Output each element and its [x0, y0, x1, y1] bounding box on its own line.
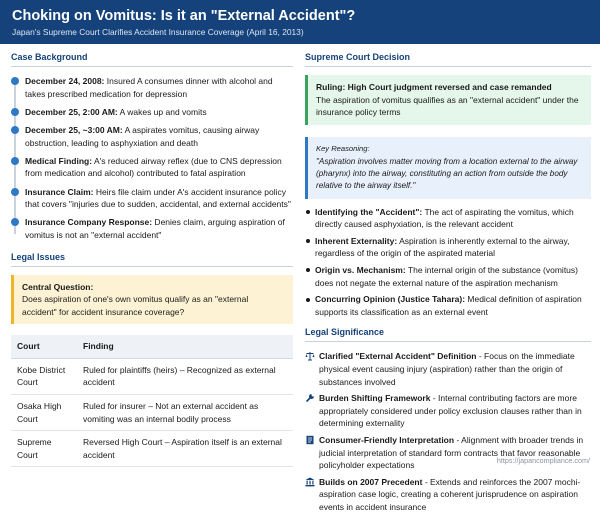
timeline-dot-icon: [11, 188, 19, 196]
point-text: Aspiration is inherently external to the airway, regardless of the origin of the aspirated material: [315, 235, 570, 259]
timeline-item-label: Insurance Claim:: [25, 186, 94, 197]
table-header-court: Court: [11, 335, 77, 358]
list-item: [305, 293, 591, 318]
timeline-item: [25, 216, 293, 241]
finding-cell: Ruled for insurer – Not an external accident as vomiting was an internal bodily process: [77, 395, 293, 431]
significance-title: Legal Significance: [305, 327, 591, 342]
case-background-title: Case Background: [11, 52, 293, 67]
timeline-item-label: Medical Finding:: [25, 155, 93, 166]
central-question-label: Central Question:: [22, 281, 94, 292]
timeline-item-label: December 25, ~3:00 AM:: [25, 124, 123, 135]
timeline-dot-icon: [11, 77, 19, 85]
timeline-item-text: A aspirates vomitus, causing airway obstruction, leading to asphyxiation and death: [25, 124, 260, 148]
list-item: [305, 206, 591, 231]
timeline-item-label: December 25, 2:00 AM:: [25, 106, 118, 117]
list-item: [305, 264, 591, 289]
page-subtitle: Japan's Supreme Court Clarifies Accident Insurance Coverage (April 16, 2013): [12, 27, 304, 37]
significance-text: - Alignment with broader trends in judicial interpretation of standard form contracts that favor reasonable policyholder expectations: [319, 434, 584, 471]
wrench-icon: [305, 393, 315, 403]
finding-cell: Ruled for plaintiffs (heirs) – Recognized as external accident: [77, 358, 293, 394]
timeline-item: [25, 155, 293, 180]
ruling-text: The aspiration of vomitus qualifies as an "external accident" under the insurance policy terms: [316, 94, 579, 118]
point-label: Concurring Opinion (Justice Tahara):: [315, 294, 466, 305]
table-row: [11, 395, 293, 431]
significance-label: Builds on 2007 Precedent: [319, 476, 423, 487]
timeline-item: [25, 124, 293, 149]
timeline-dot-icon: [11, 157, 19, 165]
timeline-item: [25, 106, 293, 119]
significance-label: Burden Shifting Framework: [319, 393, 431, 404]
timeline-item-label: December 24, 2008:: [25, 76, 105, 86]
key-reasoning-callout: [305, 137, 591, 199]
significance-item: [305, 350, 591, 388]
timeline-item-label: Insurance Company Response:: [25, 217, 153, 228]
timeline-item: [25, 75, 293, 100]
timeline-dot-icon: [11, 126, 19, 134]
timeline-item-text: A's reduced airway reflex (due to CNS depression from medication and alcohol) contributed to fatal aspiration: [25, 155, 282, 179]
point-text: The internal origin of the substance (vomitus) does not negate the external nature of the aspiration mechanism: [315, 264, 578, 288]
document-icon: [305, 435, 315, 445]
key-reasoning-text: "Aspiration involves matter moving from a location external to the airway (pharynx) into the airway, constituting an action from outside the body relative to the airway itself.": [316, 156, 578, 191]
point-label: Origin vs. Mechanism:: [315, 264, 406, 275]
table-row: [11, 431, 293, 467]
timeline-dot-icon: [11, 218, 19, 226]
timeline-dot-icon: [11, 108, 19, 116]
left-column: [11, 52, 293, 467]
timeline-item-text: Insured A consumes dinner with alcohol and takes prescribed medication for depression: [25, 76, 273, 99]
courthouse-icon: [305, 477, 315, 487]
court-findings-table: [11, 335, 293, 467]
significance-label: Consumer-Friendly Interpretation: [319, 434, 455, 445]
point-text: The act of aspirating the vomitus, which directly caused asphyxiation, is the relevant accident: [315, 206, 574, 230]
right-column: [305, 52, 591, 517]
list-item: [305, 235, 591, 260]
court-cell: Supreme Court: [11, 431, 77, 467]
significance-item: [305, 392, 591, 430]
timeline-item-text: A wakes up and vomits: [117, 106, 207, 117]
central-question-text: Does aspiration of one's own vomitus qualify as an "external accident" for accident insurance coverage?: [22, 294, 249, 317]
page-header: [0, 0, 600, 44]
significance-label: Clarified "External Accident" Definition: [319, 351, 477, 362]
central-question-callout: [11, 275, 293, 325]
significance-text: - Extends and reinforces the 2007 mochi-aspiration case logic, creating a coherent jurisprudence on aspiration events in accident insurance: [319, 476, 581, 512]
significance-item: [305, 476, 591, 514]
court-cell: Osaka High Court: [11, 395, 77, 431]
decision-points-list: [305, 206, 591, 319]
significance-text: - Focus on the immediate physical event causing injury (aspiration) rather than the origin of substances involved: [319, 351, 575, 387]
point-label: Identifying the "Accident":: [315, 206, 423, 217]
table-row: [11, 358, 293, 394]
footer-url[interactable]: https://japancompliance.com/: [496, 456, 590, 465]
significance-item: [305, 434, 591, 472]
table-header-finding: Finding: [77, 335, 293, 358]
table-header-row: [11, 335, 293, 358]
point-text: Medical definition of aspiration supports its classification as an external event: [315, 294, 582, 317]
page-title: Choking on Vomitus: Is it an "External Accident"?: [12, 8, 356, 24]
legal-issues-title: Legal Issues: [11, 252, 293, 267]
significance-text: - Internal contributing factors are more appropriately considered under policy exclusion clauses rather than in determining externality: [319, 393, 582, 429]
timeline-item-text: Heirs file claim under A's accident insurance policy that covers "injuries due to sudden, accidental, and external accidents": [25, 186, 291, 210]
case-timeline: [11, 75, 293, 242]
finding-cell: Reversed High Court – Aspiration itself is an external accident: [77, 431, 293, 467]
key-reasoning-label: Key Reasoning:: [316, 143, 370, 153]
ruling-label: Ruling: High Court judgment reversed and case remanded: [316, 82, 552, 92]
point-label: Inherent Externality:: [315, 235, 398, 246]
court-cell: Kobe District Court: [11, 358, 77, 394]
decision-title: Supreme Court Decision: [305, 52, 591, 67]
timeline-item-text: Denies claim, arguing aspiration of vomitus is not an "external accident": [25, 217, 285, 240]
timeline-item: [25, 186, 293, 211]
scales-icon: [305, 351, 315, 361]
ruling-callout: [305, 75, 591, 125]
